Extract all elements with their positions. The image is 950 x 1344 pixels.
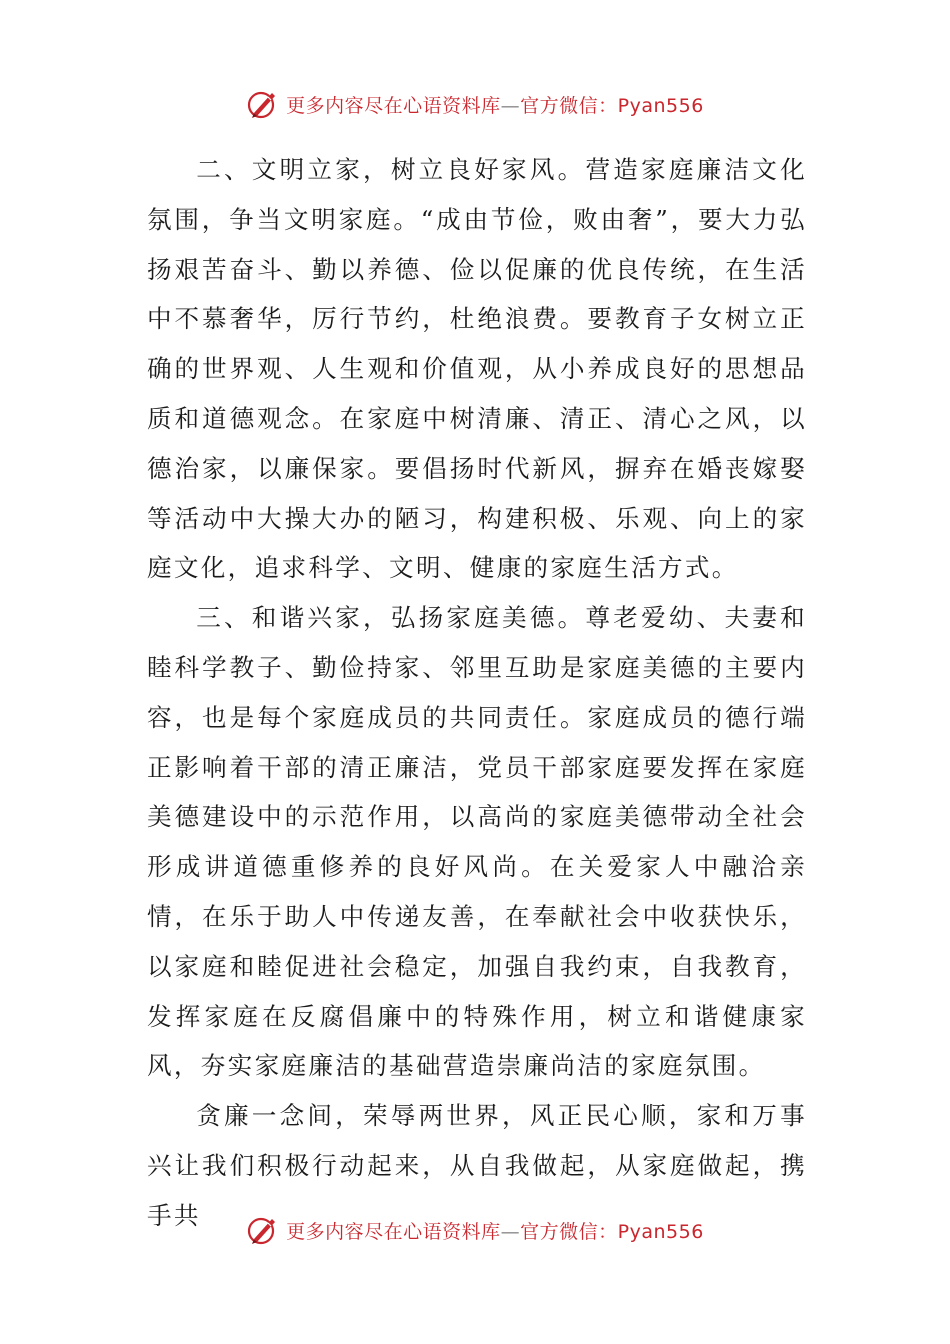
document-body xyxy=(147,145,807,1241)
watermark-text xyxy=(286,91,704,118)
paragraph-harmonious-family: 三、和谐兴家，弘扬家庭美德。尊老爱幼、夫妻和睦科学教子、勤俭持家、邻里互助是家庭美德的主要内容，也是每个家庭成员的共同责任。家庭成员的德行端正影响着干部的清正廉洁，党员干部家庭要发挥在家庭美德建设中的示范作用，以高尚的家庭美德带动全社会形成讲道德重修养的良好风尚。在关爱家人中融洽亲情，在乐于助人中传递友善，在奉献社会中收获快乐，以家庭和睦促进社会稳定，加强自我约束，自我教育，发挥家庭在反腐倡廉中的特殊作用，树立和谐健康家风，夯实家庭廉洁的基础营造崇廉尚洁的家庭氛围。 xyxy=(147,603,807,1081)
header-watermark xyxy=(0,84,950,124)
watermark-brand: 更多内容尽在心语资料库 xyxy=(286,94,501,117)
watermark-brand: 更多内容尽在心语资料库 xyxy=(286,1220,501,1243)
watermark-wechat: 官方微信：Pyan556 xyxy=(520,94,704,117)
pen-logo-icon xyxy=(246,1213,280,1247)
footer-watermark xyxy=(0,1210,950,1250)
pen-logo-icon xyxy=(246,87,280,121)
watermark-separator: — xyxy=(500,94,521,117)
watermark-text xyxy=(286,1217,704,1244)
paragraph-civilized-family: 二、文明立家，树立良好家风。营造家庭廉洁文化氛围，争当文明家庭。“成由节俭，败由奢”，要大力弘扬艰苦奋斗、勤以养德、俭以促廉的优良传统，在生活中不慕奢华，厉行节约，杜绝浪费。要教育子女树立正确的世界观、人生观和价值观，从小养成良好的思想品质和道德观念。在家庭中树清廉、清正、清心之风，以德治家，以廉保家。要倡扬时代新风，摒弃在婚丧嫁娶等活动中大操大办的陋习，构建积极、乐观、向上的家庭文化，追求科学、文明、健康的家庭生活方式。 xyxy=(147,155,807,583)
watermark-wechat: 官方微信：Pyan556 xyxy=(520,1220,704,1243)
watermark-separator: — xyxy=(500,1220,521,1243)
paragraph-closing: 贪廉一念间，荣辱两世界，风正民心顺，家和万事兴让我们积极行动起来，从自我做起，从家庭做起，携手共 xyxy=(147,1101,807,1230)
